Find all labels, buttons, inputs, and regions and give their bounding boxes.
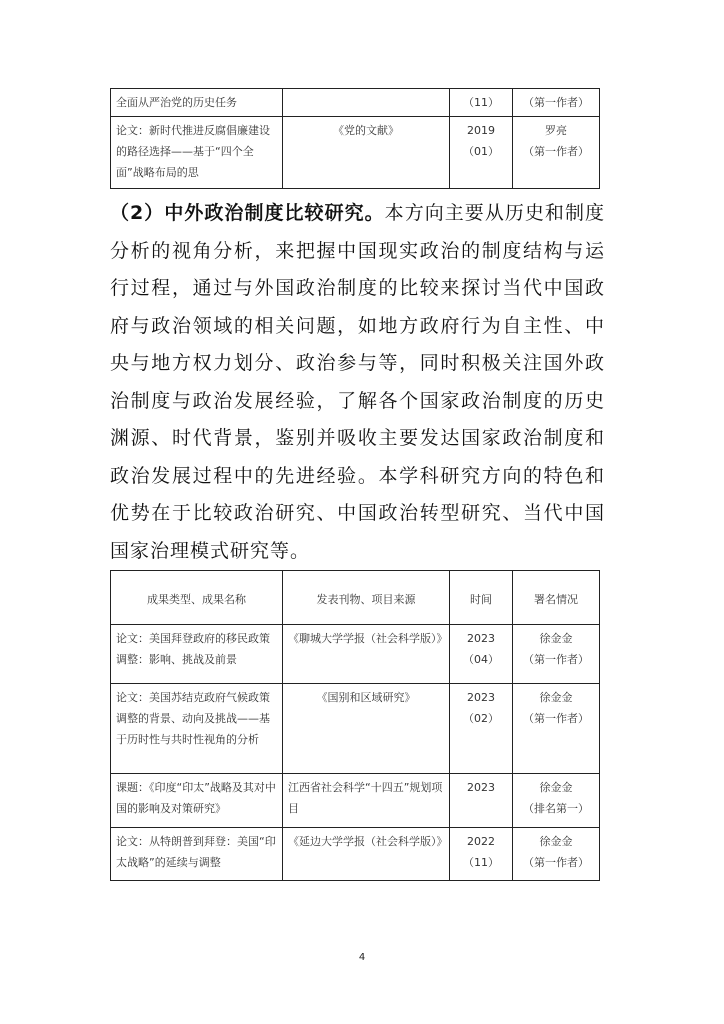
achievement-title: 论文：从特朗普到拜登：美国“印太战略”的延续与调整: [111, 828, 283, 881]
achievement-author: [513, 684, 600, 774]
author-role: （第一作者）: [523, 856, 589, 869]
achievement-time: [450, 774, 513, 828]
author-role: （第一作者）: [523, 653, 589, 666]
achievement-time: （11）: [450, 89, 513, 117]
achievement-source: 《党的文献》: [283, 117, 450, 189]
achievement-source: 江西省社会科学“十四五”规划项目: [283, 774, 450, 828]
time-issue: （02）: [463, 712, 499, 725]
achievement-author: [513, 774, 600, 828]
author-role: （排名第一）: [523, 802, 589, 815]
time-year: 2019: [467, 124, 495, 137]
page-number: 4: [358, 952, 366, 963]
achievement-title: 论文：新时代推进反腐倡廉建设的路径选择——基于“四个全面”战略布局的思: [111, 117, 283, 189]
time-year: 2022: [467, 835, 495, 848]
achievement-author: （第一作者）: [513, 89, 600, 117]
achievement-source: 《国别和区域研究》: [283, 684, 450, 774]
achievements-table: [110, 570, 600, 881]
table-row: [111, 828, 600, 881]
achievement-author: [513, 828, 600, 881]
achievement-title: 课题：《印度“印太”战略及其对中国的影响及对策研究》: [111, 774, 283, 828]
achievement-title: 全面从严治党的历史任务: [111, 89, 283, 117]
time-issue: （01）: [463, 145, 499, 158]
achievement-author: [513, 117, 600, 189]
header-title: 成果类型、成果名称: [111, 571, 283, 625]
achievement-title: 论文：美国苏结克政府气候政策调整的背景、动向及挑战——基于历时性与共时性视角的分析: [111, 684, 283, 774]
achievement-source: 《聊城大学学报（社会科学版）》: [283, 625, 450, 684]
time-issue: （11）: [463, 856, 499, 869]
table-row: [111, 774, 600, 828]
author-name: 徐金金: [539, 835, 573, 848]
achievement-source: [283, 89, 450, 117]
achievement-source: 《延边大学学报（社会科学版）》: [283, 828, 450, 881]
time-year: 2023: [467, 691, 495, 704]
time-year: 2023: [467, 781, 495, 794]
author-role: （第一作者）: [523, 712, 589, 725]
table-row: [111, 117, 600, 189]
header-author: 署名情况: [513, 571, 600, 625]
section-heading: （2）中外政治制度比较研究。: [110, 202, 385, 224]
table-row: [111, 684, 600, 774]
achievement-time: [450, 625, 513, 684]
achievement-title: 论文：美国拜登政府的移民政策调整：影响、挑战及前景: [111, 625, 283, 684]
table-row: [111, 625, 600, 684]
table-row: [111, 89, 600, 117]
header-time: 时间: [450, 571, 513, 625]
achievement-time: [450, 828, 513, 881]
author-name: 徐金金: [539, 691, 573, 704]
author-name: 徐金金: [539, 632, 573, 645]
achievement-time: [450, 684, 513, 774]
section-body: 本方向主要从历史和制度分析的视角分析，来把握中国现实政治的制度结构与运行过程，通过与外国政治制度的比较来探讨当代中国政府与政治领域的相关问题，如地方政府行为自主性、中央与地方权力划分、政治参与等，同时积极关注国外政治制度与政治发展经验，了解各个国家政治制度的历史渊源、时代背景，鉴别并吸收主要发达国家政治制度和政治发展过程中的先进经验。本学科研究方向的特色和优势在于比较政治研究、中国政治转型研究、当代中国国家治理模式研究等。: [110, 202, 605, 562]
author-name: 徐金金: [539, 781, 573, 794]
section-paragraph: [110, 195, 605, 570]
table-header-row: [111, 571, 600, 625]
achievement-time: [450, 117, 513, 189]
header-source: 发表刊物、项目来源: [283, 571, 450, 625]
time-issue: （04）: [463, 653, 499, 666]
author-name: 罗亮: [545, 124, 567, 137]
continued-achievements-table: [110, 88, 600, 189]
achievement-author: [513, 625, 600, 684]
time-year: 2023: [467, 632, 495, 645]
author-role: （第一作者）: [523, 145, 589, 158]
